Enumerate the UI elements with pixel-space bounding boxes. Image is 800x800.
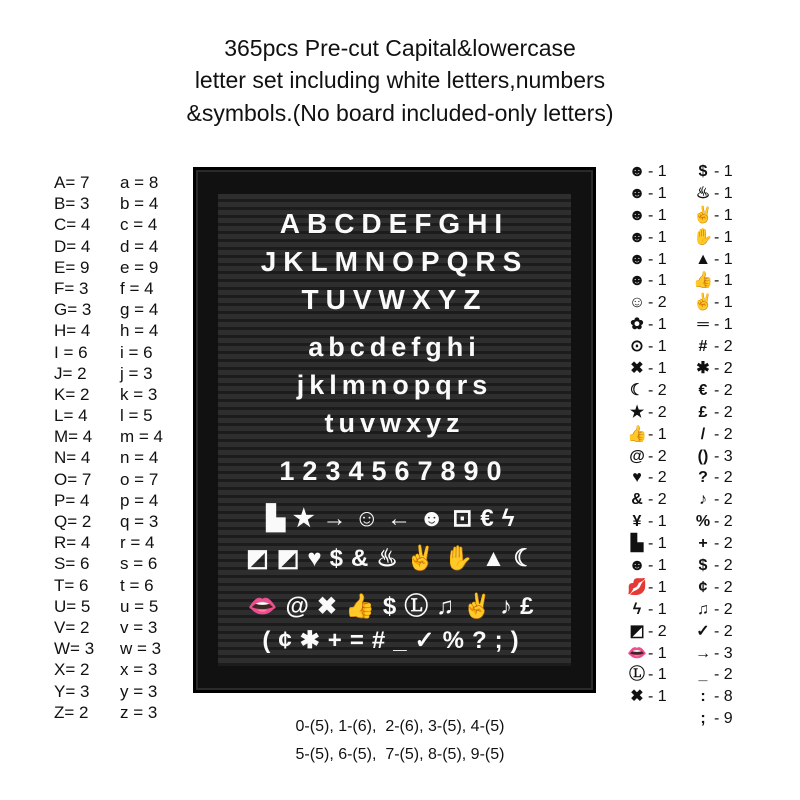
symbol-count: - 1: [714, 184, 733, 202]
symbol-count: - 1: [648, 272, 667, 290]
lowercase-count-item: s = 6: [120, 554, 158, 574]
symbol-glyph: ☻: [628, 228, 646, 246]
symbol-count: - 2: [714, 578, 733, 596]
number-counts-line-2: 5-(5), 6-(5), 7-(5), 8-(5), 9-(5): [295, 746, 505, 763]
symbol-count-item: [626, 664, 667, 686]
symbol-glyph: →: [695, 644, 711, 662]
symbol-count: - 1: [714, 228, 733, 246]
symbol-count-item: [626, 205, 667, 227]
symbol-glyph: ◩: [629, 622, 645, 640]
board-row-sym: ▙★→☺←☻⊡€ϟ: [266, 505, 523, 532]
symbol-count: - 1: [714, 316, 733, 334]
symbol-count: - 1: [648, 250, 667, 268]
symbol-count: - 2: [714, 600, 733, 618]
symbol-count-item: [626, 380, 667, 402]
symbol-count: - 1: [714, 294, 733, 312]
uppercase-count-item: R= 4: [54, 533, 91, 553]
symbol-count-item: [692, 227, 733, 249]
symbol-count-list-right: [692, 161, 733, 730]
symbol-count-item: [626, 358, 667, 380]
symbol-count-item: [692, 161, 733, 183]
uppercase-count-item: E= 9: [54, 257, 90, 277]
symbol-count: - 1: [648, 163, 667, 180]
symbol-glyph: £: [698, 403, 708, 421]
symbol-count: - 1: [648, 535, 667, 553]
symbol-count-item: [692, 686, 733, 708]
symbol-count-list-left: [626, 161, 667, 708]
symbol-glyph: ✓: [696, 622, 710, 640]
symbol-count: - 3: [714, 447, 733, 465]
lowercase-count-item: u = 5: [120, 596, 159, 616]
symbol-count: - 3: [714, 644, 733, 662]
symbol-count: - 2: [714, 469, 733, 487]
symbol-count: - 1: [648, 644, 667, 662]
lowercase-count-item: m = 4: [120, 427, 163, 447]
uppercase-count-item: Z= 2: [54, 702, 89, 722]
symbol-count: - 2: [648, 622, 667, 640]
symbol-count: - 1: [648, 666, 667, 684]
symbol-count: - 2: [648, 403, 667, 421]
symbol-count: - 2: [714, 557, 733, 575]
symbol-count: - 1: [648, 578, 667, 596]
symbol-count-item: [692, 577, 733, 599]
symbol-count: - 2: [714, 338, 733, 356]
uppercase-count-list: [54, 172, 94, 723]
symbol-glyph: ═: [697, 316, 709, 334]
symbol-count-item: [692, 380, 733, 402]
symbol-count-item: [626, 249, 667, 271]
symbol-count: - 1: [714, 272, 733, 290]
symbol-count-item: [692, 249, 733, 271]
symbol-count: - 2: [714, 381, 733, 399]
uppercase-count-item: J= 2: [54, 363, 87, 383]
lowercase-count-item: f = 4: [120, 278, 154, 298]
lowercase-count-item: b = 4: [120, 194, 159, 214]
symbol-glyph: ⊙: [630, 338, 644, 356]
symbol-count-item: [626, 533, 667, 555]
symbol-count-item: [626, 292, 667, 314]
uppercase-count-item: Q= 2: [54, 512, 92, 531]
lowercase-count-item: n = 4: [120, 448, 159, 468]
symbol-count-item: [626, 599, 667, 621]
uppercase-count-item: T= 6: [54, 575, 89, 595]
board-row-upper: JKLMNOPQRS: [260, 246, 529, 277]
lowercase-count-item: z = 3: [120, 702, 158, 722]
symbol-glyph: _: [698, 666, 708, 684]
uppercase-count-item: Y= 3: [54, 681, 90, 701]
symbol-count: - 1: [714, 206, 733, 224]
symbol-count-item: [692, 205, 733, 227]
symbol-glyph: ✖: [630, 360, 644, 378]
uppercase-count-item: I = 6: [54, 342, 88, 362]
symbol-count: - 2: [714, 535, 733, 553]
board-row-sym: ◩◩♥$&♨✌✋▲☾: [246, 545, 543, 572]
symbol-count: - 1: [648, 338, 667, 356]
symbol-count-item: [626, 621, 667, 643]
symbol-glyph: 👍: [693, 272, 713, 290]
symbol-count-item: [626, 183, 667, 205]
lowercase-count-item: o = 7: [120, 469, 159, 489]
symbol-glyph: 💋: [627, 578, 647, 596]
lowercase-count-item: r = 4: [120, 533, 155, 553]
uppercase-count-item: N= 4: [54, 448, 91, 468]
symbol-glyph: ▙: [630, 535, 644, 553]
board-row-upper: ABCDEFGHI: [279, 208, 510, 239]
uppercase-count-item: F= 3: [54, 278, 89, 298]
lowercase-count-item: c = 4: [120, 215, 158, 235]
symbol-glyph: ✌: [693, 206, 713, 224]
lowercase-count-item: g = 4: [120, 300, 159, 320]
symbol-glyph: ☻: [628, 163, 646, 180]
symbol-glyph: ☻: [628, 250, 646, 268]
symbol-glyph: ☻: [628, 184, 646, 202]
uppercase-count-item: W= 3: [54, 639, 95, 659]
symbol-count-item: [692, 292, 733, 314]
board-row-num: 1234567890: [279, 456, 510, 486]
symbol-count-item: [692, 358, 733, 380]
uppercase-count-item: D= 4: [54, 236, 91, 256]
symbol-count-item: [626, 314, 667, 336]
symbol-glyph: $: [698, 557, 708, 575]
symbol-count-item: [626, 336, 667, 358]
symbol-glyph: ✿: [630, 316, 644, 334]
symbol-glyph: ¢: [698, 578, 708, 596]
letter-board-felt: [218, 194, 571, 666]
number-counts-line-1: 0-(5), 1-(6), 2-(6), 3-(5), 4-(5): [295, 718, 505, 735]
symbol-glyph: #: [698, 338, 708, 356]
symbol-glyph: ♨: [695, 184, 711, 202]
symbol-count-item: [626, 489, 667, 511]
symbol-count: - 1: [714, 250, 733, 268]
lowercase-count-item: p = 4: [120, 490, 159, 510]
symbol-count-item: [692, 555, 733, 577]
symbol-count-item: [692, 511, 733, 533]
symbol-count-item: [626, 270, 667, 292]
symbol-count: - 9: [714, 710, 733, 728]
board-row-lower: abcdefghi: [308, 332, 481, 362]
symbol-count: - 2: [714, 666, 733, 684]
symbol-count: - 2: [714, 622, 733, 640]
symbol-glyph: +: [698, 535, 708, 553]
uppercase-count-item: V= 2: [54, 617, 90, 637]
uppercase-count-item: B= 3: [54, 194, 90, 214]
symbol-count: - 1: [648, 513, 667, 531]
letter-board-frame: [193, 167, 596, 693]
symbol-count: - 1: [648, 206, 667, 224]
uppercase-count-item: U= 5: [54, 596, 91, 616]
lowercase-count-item: q = 3: [120, 512, 159, 531]
symbol-glyph: (): [697, 447, 709, 465]
symbol-count: - 1: [648, 425, 667, 443]
symbol-count: - 2: [714, 360, 733, 378]
symbol-glyph: ?: [698, 469, 708, 487]
symbol-glyph: ✱: [696, 360, 710, 378]
lowercase-count-item: v = 3: [120, 617, 158, 637]
symbol-glyph: ;: [700, 710, 706, 728]
symbol-glyph: ▲: [695, 250, 711, 268]
symbol-glyph: ♫: [697, 600, 709, 618]
symbol-glyph: €: [698, 381, 708, 399]
symbol-count-item: [692, 402, 733, 424]
board-row-lower: tuvwxyz: [324, 408, 465, 438]
symbol-glyph: ✌: [693, 294, 713, 312]
symbol-count: - 1: [648, 360, 667, 378]
symbol-count-item: [692, 533, 733, 555]
symbol-count: - 8: [714, 688, 733, 706]
uppercase-count-item: C= 4: [54, 215, 91, 235]
board-row-upper: TUVWXYZ: [301, 284, 488, 315]
symbol-glyph: ☺: [628, 294, 646, 312]
lowercase-count-item: j = 3: [120, 363, 153, 383]
symbol-glyph: ¥: [632, 513, 642, 531]
symbol-glyph: ♥: [632, 469, 642, 487]
symbol-glyph: %: [695, 513, 711, 531]
uppercase-count-item: L= 4: [54, 406, 88, 426]
symbol-count: - 1: [648, 557, 667, 575]
lowercase-count-item: d = 4: [120, 236, 159, 256]
symbol-glyph: &: [631, 491, 643, 509]
symbol-count-item: [626, 227, 667, 249]
symbol-count-item: [692, 336, 733, 358]
lowercase-count-item: h = 4: [120, 321, 159, 341]
symbol-count-item: [692, 643, 733, 665]
lowercase-count-item: x = 3: [120, 660, 158, 680]
board-row-sym: 👄@✖👍$Ⓛ♫✌♪£: [247, 593, 542, 620]
symbol-count: - 2: [714, 425, 733, 443]
title-line-2: letter set including white letters,numbers: [194, 67, 606, 93]
lowercase-count-item: k = 3: [120, 384, 158, 404]
symbol-count: - 2: [714, 403, 733, 421]
title-line-3: &symbols.(No board included-only letters): [186, 100, 614, 126]
lowercase-count-item: e = 9: [120, 257, 159, 277]
lowercase-count-list: [120, 172, 163, 723]
symbol-count-item: [626, 577, 667, 599]
symbol-count-item: [626, 467, 667, 489]
board-row-lower: jklmnopqrs: [296, 370, 493, 400]
symbol-count-item: [692, 599, 733, 621]
symbol-count-item: [692, 467, 733, 489]
symbol-glyph: :: [700, 688, 706, 706]
uppercase-count-item: O= 7: [54, 469, 92, 489]
symbol-count-item: [626, 402, 667, 424]
symbol-glyph: ✋: [693, 228, 713, 246]
lowercase-count-item: t = 6: [120, 575, 154, 595]
symbol-glyph: $: [698, 163, 708, 180]
lowercase-count-item: i = 6: [120, 342, 153, 362]
symbol-glyph: ☻: [628, 272, 646, 290]
symbol-count: - 1: [648, 316, 667, 334]
uppercase-count-item: P= 4: [54, 490, 90, 510]
symbol-count: - 2: [714, 513, 733, 531]
symbol-count-item: [692, 664, 733, 686]
symbol-glyph: 👍: [627, 425, 647, 443]
symbol-count-item: [626, 446, 667, 468]
symbol-count: - 1: [714, 163, 733, 180]
symbol-glyph: ☻: [628, 557, 646, 575]
lowercase-count-item: l = 5: [120, 406, 153, 426]
symbol-count: - 1: [648, 600, 667, 618]
symbol-count-item: [692, 424, 733, 446]
symbol-glyph: 👄: [627, 644, 647, 662]
symbol-glyph: @: [629, 447, 645, 465]
symbol-glyph: ★: [629, 403, 645, 421]
symbol-count: - 2: [648, 469, 667, 487]
lowercase-count-item: w = 3: [120, 639, 162, 659]
symbol-glyph: ☾: [629, 381, 645, 399]
uppercase-count-item: S= 6: [54, 554, 90, 574]
symbol-count: - 2: [714, 491, 733, 509]
symbol-count-item: [626, 555, 667, 577]
symbol-count-item: [626, 643, 667, 665]
lowercase-count-item: y = 3: [120, 681, 158, 701]
symbol-count: - 2: [648, 491, 667, 509]
uppercase-count-item: G= 3: [54, 300, 92, 320]
uppercase-count-item: A= 7: [54, 173, 90, 192]
symbol-count-item: [626, 511, 667, 533]
symbol-count-item: [626, 424, 667, 446]
symbol-count-item: [626, 686, 667, 708]
symbol-count: - 1: [648, 228, 667, 246]
symbol-count-item: [692, 270, 733, 292]
symbol-glyph: ✖: [630, 688, 644, 706]
symbol-count: - 2: [648, 447, 667, 465]
symbol-count-item: [692, 183, 733, 205]
lowercase-count-item: a = 8: [120, 173, 159, 192]
symbol-count: - 2: [648, 381, 667, 399]
uppercase-count-item: H= 4: [54, 321, 91, 341]
symbol-count-item: [692, 621, 733, 643]
uppercase-count-item: M= 4: [54, 427, 93, 447]
symbol-count-item: [692, 446, 733, 468]
symbol-count: - 2: [648, 294, 667, 312]
uppercase-count-item: K= 2: [54, 384, 90, 404]
symbol-count-item: [692, 314, 733, 336]
symbol-count-item: [626, 161, 667, 183]
symbol-glyph: /: [700, 425, 706, 443]
symbol-glyph: ☻: [628, 206, 646, 224]
symbol-glyph: Ⓛ: [628, 666, 645, 684]
symbol-count: - 1: [648, 688, 667, 706]
symbol-count-item: [692, 489, 733, 511]
symbol-glyph: ♪: [699, 491, 707, 509]
title-line-1: 365pcs Pre-cut Capital&lowercase: [224, 35, 576, 61]
symbol-count: - 1: [648, 184, 667, 202]
uppercase-count-item: X= 2: [54, 660, 90, 680]
board-row-sym: (¢✱+=#_✓%?;): [262, 627, 527, 654]
symbol-glyph: ϟ: [632, 600, 642, 618]
